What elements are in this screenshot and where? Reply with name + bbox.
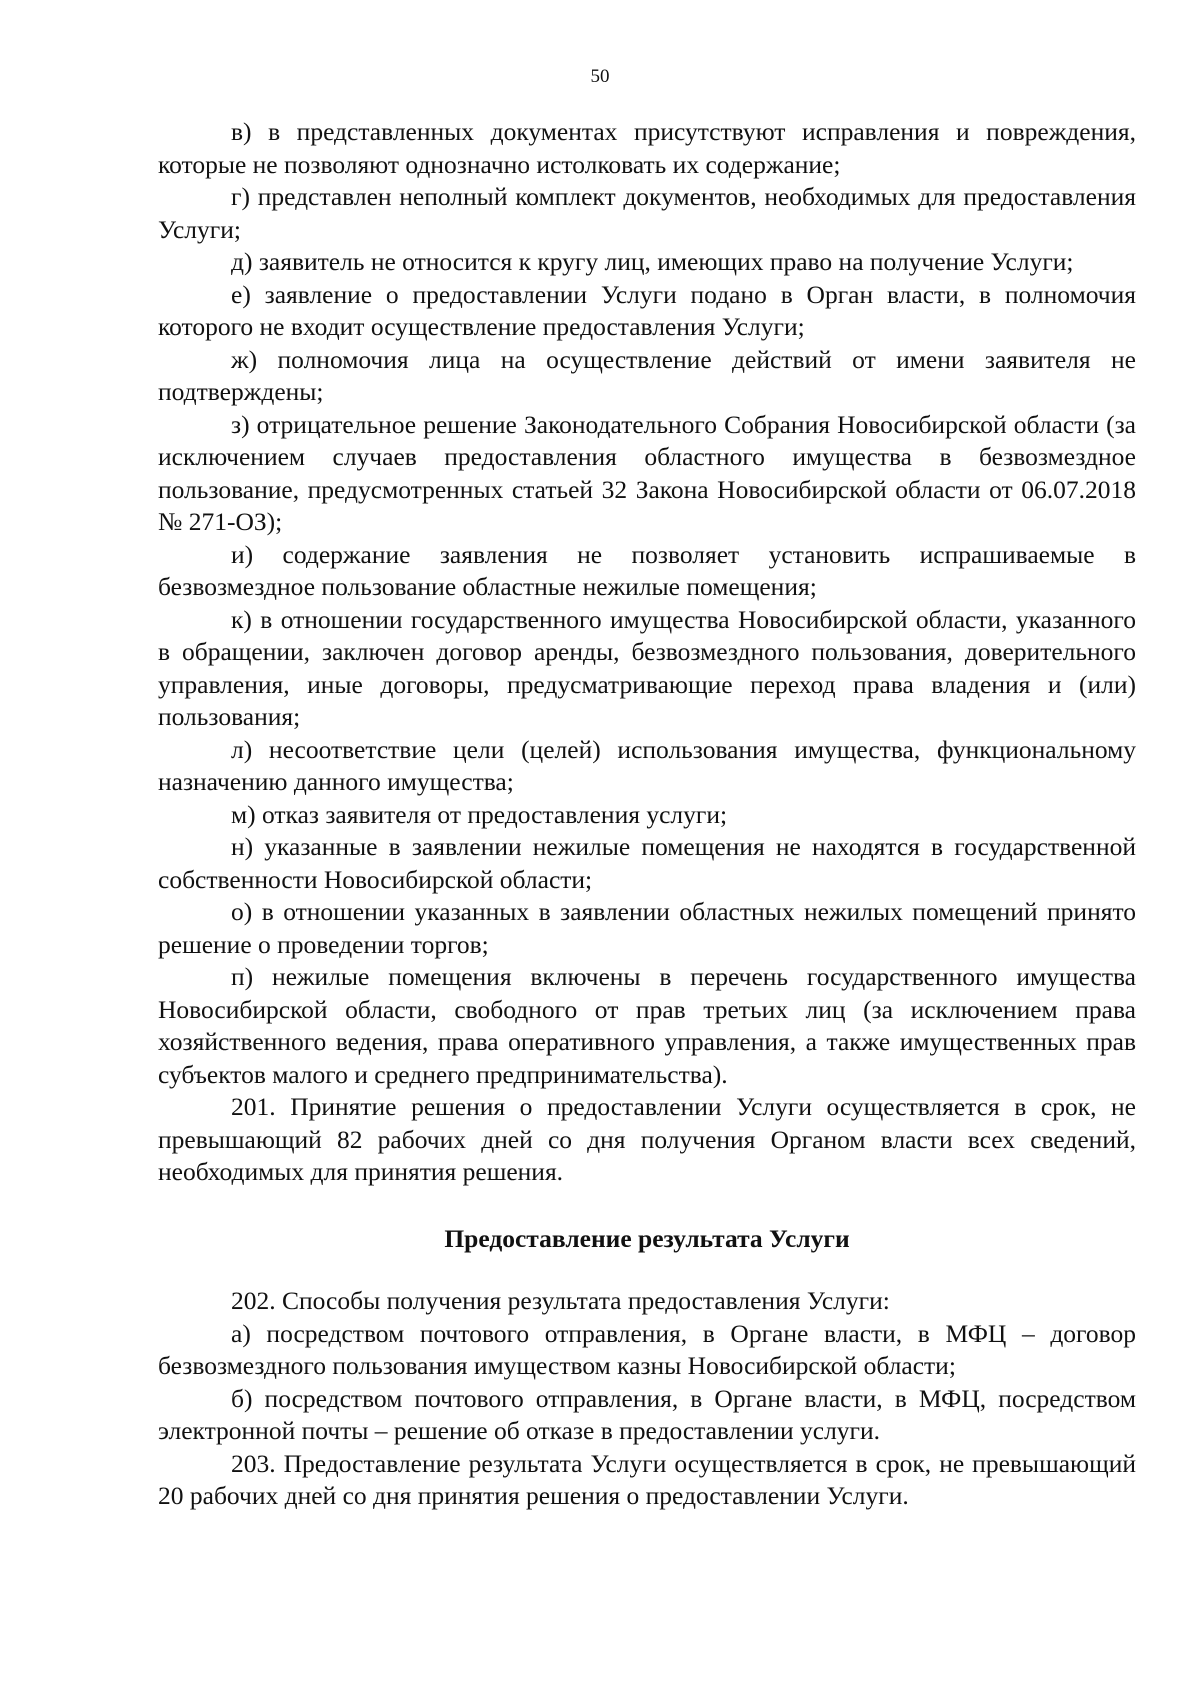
paragraph-item-g: г) представлен неполный комплект документов, необходимых для предоставления Услуги; [158, 182, 1136, 244]
paragraph-item-zh: ж) полномочия лица на осуществление действий от имени заявителя не подтверждены; [158, 344, 1136, 406]
paragraph-item-l: л) несоответствие цели (целей) использования имущества, функциональному назначению данного имущества; [158, 734, 1136, 796]
paragraph-item-v: в) в представленных документах присутствуют исправления и повреждения, которые не позволяют однозначно истолковать их содержание; [158, 117, 1136, 179]
document-body [158, 116, 1136, 1513]
paragraph-item-z: з) отрицательное решение Законодательного Собрания Новосибирской области (за исключением случаев предоставления областного имущества в безвозмездное пользование, предусмотренных статьей 32 Закона Новосибирской области от 06.07.2018 № 271-ОЗ); [158, 409, 1136, 536]
paragraph-item-o: о) в отношении указанных в заявлении областных нежилых помещений принято решение о проведении торгов; [158, 897, 1136, 959]
paragraph-203: 203. Предоставление результата Услуги осуществляется в срок, не превышающий 20 рабочих дней со дня принятия решения о предоставлении Услуги. [158, 1448, 1136, 1510]
paragraph-item-d: д) заявитель не относится к кругу лиц, имеющих право на получение Услуги; [231, 247, 1074, 276]
paragraph-201: 201. Принятие решения о предоставлении Услуги осуществляется в срок, не превышающий 82 рабочих дней со дня получения Органом власти всех сведений, необходимых для принятия решения. [158, 1092, 1136, 1186]
paragraph-item-i: и) содержание заявления не позволяет установить испрашиваемые в безвозмездное пользование областные нежилые помещения; [158, 539, 1136, 601]
section-heading: Предоставление результата Услуги [444, 1223, 850, 1253]
paragraph-item-e: е) заявление о предоставлении Услуги подано в Орган власти, в полномочия которого не входит осуществление предоставления Услуги; [158, 279, 1136, 341]
paragraph-item-b: б) посредством почтового отправления, в Органе власти, в МФЦ, посредством электронной почты – решение об отказе в предоставлении услуги. [158, 1383, 1136, 1445]
paragraph-item-p: п) нежилые помещения включены в перечень государственного имущества Новосибирской области, свободного от прав третьих лиц (за исключением права хозяйственного ведения, права оперативного управления, а также имущественных прав субъектов малого и среднего предпринимательства). [158, 962, 1136, 1089]
paragraph-item-n: н) указанные в заявлении нежилые помещения не находятся в государственной собственности Новосибирской области; [158, 832, 1136, 894]
paragraph-item-a: а) посредством почтового отправления, в Органе власти, в МФЦ – договор безвозмездного пользования имуществом казны Новосибирской области; [158, 1318, 1136, 1380]
paragraph-item-k: к) в отношении государственного имущества Новосибирской области, указанного в обращении, заключен договор аренды, безвозмездного пользования, доверительного управления, иные договоры, предусматривающие переход права владения и (или) пользования; [158, 604, 1136, 731]
paragraph-item-m: м) отказ заявителя от предоставления услуги; [231, 799, 728, 829]
paragraph-202: 202. Способы получения результата предоставления Услуги: [231, 1286, 890, 1315]
page-number: 50 [590, 66, 610, 87]
